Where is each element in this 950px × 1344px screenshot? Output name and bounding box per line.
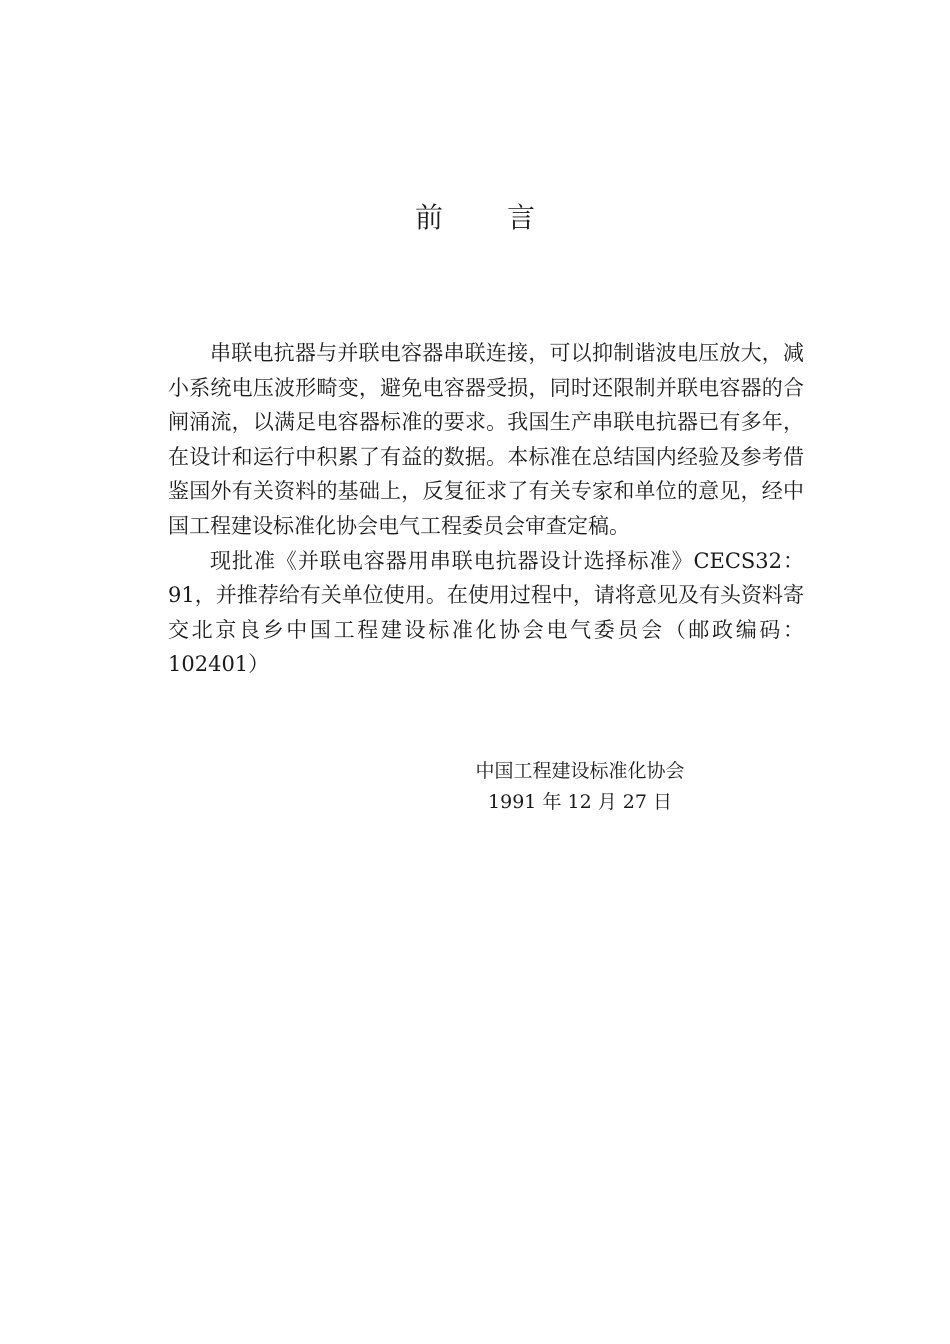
paragraph: 现批准《并联电容器用串联电抗器设计选择标准》CECS32：91，并推荐给有关单位使用。在使用过程中，请将意见及有头资料寄交北京良乡中国工程建设标准化协会电气委员会（邮政编码：102401） bbox=[168, 548, 804, 677]
signature-organization: 中国工程建设标准化协会 bbox=[475, 760, 685, 782]
signature-block bbox=[430, 756, 730, 818]
page-title bbox=[0, 196, 950, 240]
title-char-1: 前 bbox=[414, 201, 443, 234]
signature-date: 1991 年 12 月 27 日 bbox=[488, 791, 672, 813]
title-char-2: 言 bbox=[507, 201, 536, 234]
paragraph: 串联电抗器与并联电容器串联连接，可以抑制谐波电压放大，减小系统电压波形畸变，避免电容器受损，同时还限制并联电容器的合闸涌流，以满足电容器标准的要求。我国生产串联电抗器已有多年，在设计和运行中积累了有益的数据。本标准在总结国内经验及参考借鉴国外有关资料的基础上，反复征求了有关专家和单位的意见，经中国工程建设标准化协会电气工程委员会审查定稿。 bbox=[168, 341, 804, 538]
preface-body bbox=[168, 336, 804, 682]
